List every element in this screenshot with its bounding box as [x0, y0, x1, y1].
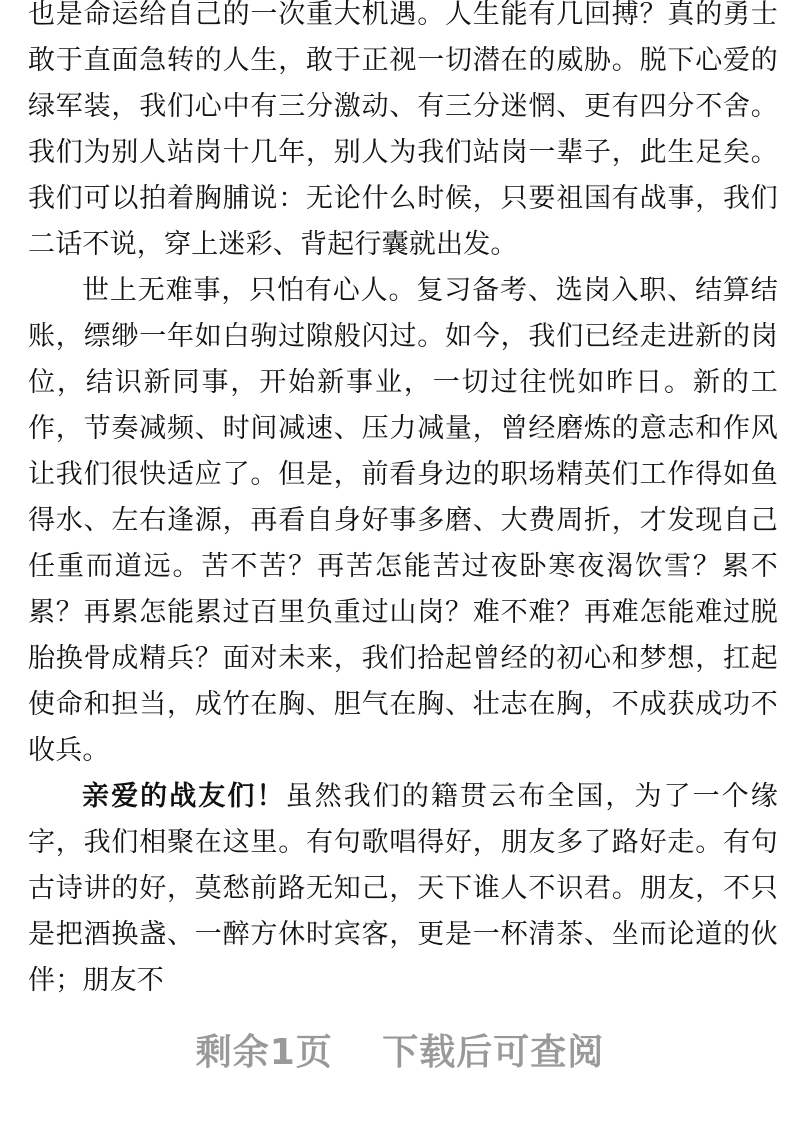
paragraph-1	[28, 0, 778, 268]
paragraph-3-lead: 亲爱的战友们！	[82, 781, 286, 812]
paragraph-2	[28, 268, 778, 774]
document-body	[28, 0, 778, 1004]
paragraph-3	[28, 774, 778, 1004]
paragraph-1-text: 也是命运给自己的一次重大机遇。人生能有几回搏？真的勇士敢于直面急转的人生，敢于正视一切潜在的威胁。脱下心爱的绿军装，我们心中有三分激动、有三分迷惘、更有四分不舍。我们为别人站岗十几年，别人为我们站岗一辈子，此生足矣。我们可以拍着胸脯说：无论什么时候，只要祖国有战事，我们二话不说，穿上迷彩、背起行囊就出发。	[28, 0, 778, 260]
remaining-pages-notice: 剩余1页 下载后可查阅	[195, 1032, 605, 1073]
paragraph-2-text: 世上无难事，只怕有心人。复习备考、选岗入职、结算结账，缥缈一年如白驹过隙般闪过。如今，我们已经走进新的岗位，结识新同事，开始新事业，一切过往恍如昨日。新的工作，节奏减频、时间减速、压力减量，曾经磨炼的意志和作风让我们很快适应了。但是，前看身边的职场精英们工作得如鱼得水、左右逢源，再看自身好事多磨、大费周折，才发现自己任重而道远。苦不苦？再苦怎能苦过夜卧寒夜渴饮雪？累不累？再累怎能累过百里负重过山岗？难不难？再难怎能难过脱胎换骨成精兵？面对未来，我们拾起曾经的初心和梦想，扛起使命和担当，成竹在胸、胆气在胸、壮志在胸，不成获成功不收兵。	[28, 275, 778, 766]
paragraph-3-text: 虽然我们的籍贯云布全国，为了一个缘字，我们相聚在这里。有句歌唱得好，朋友多了路好走。有句古诗讲的好，莫愁前路无知己，天下谁人不识君。朋友，不只是把酒换盏、一醉方休时宾客，更是一杯清茶、坐而论道的伙伴；朋友不	[28, 781, 778, 996]
